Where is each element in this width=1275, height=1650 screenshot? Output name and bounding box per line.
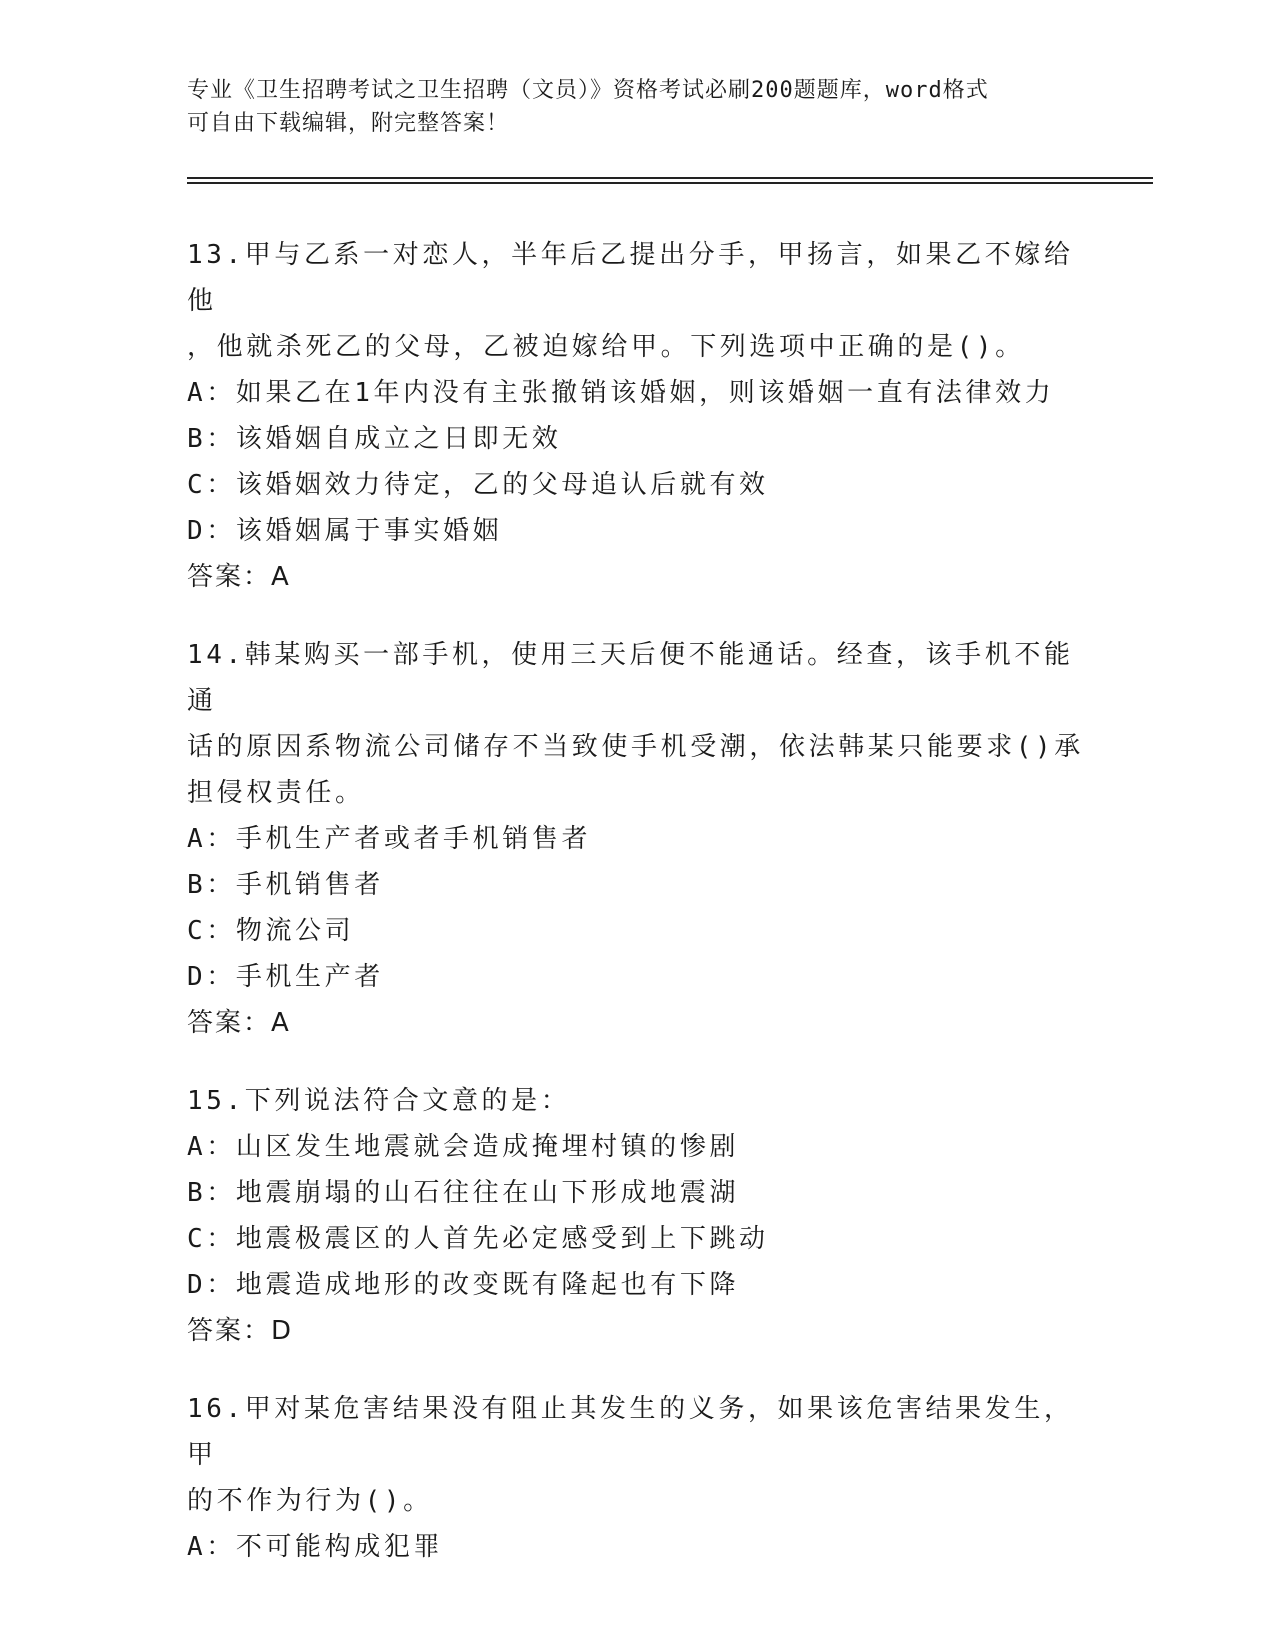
option-d: D：手机生产者 (187, 962, 384, 992)
question-13 (187, 232, 1087, 600)
question-stem-line: 13.甲与乙系一对恋人，半年后乙提出分手，甲扬言，如果乙不嫁给他 (187, 240, 1074, 316)
header-line-2: 可自由下载编辑，附完整答案！ (187, 111, 510, 136)
option-a: A：山区发生地震就会造成掩埋村镇的惨剧 (187, 1132, 740, 1162)
option-a: A：手机生产者或者手机销售者 (187, 824, 592, 854)
answer: 答案：D (187, 1316, 294, 1346)
answer: 答案：A (187, 562, 291, 592)
option-a: A：不可能构成犯罪 (187, 1532, 444, 1562)
header-line-1: 专业《卫生招聘考试之卫生招聘（文员）》资格考试必刷200题题库，word格式 (187, 78, 989, 103)
document-header (187, 74, 1067, 140)
question-list (187, 232, 1087, 1602)
question-16 (187, 1386, 1087, 1570)
option-b: B：该婚姻自成立之日即无效 (187, 424, 562, 454)
question-stem-line: 14.韩某购买一部手机，使用三天后便不能通话。经查，该手机不能通 (187, 640, 1074, 716)
option-c: C：物流公司 (187, 916, 355, 946)
question-14 (187, 632, 1087, 1046)
question-stem-line: 的不作为行为()。 (187, 1486, 433, 1516)
header-divider-top (187, 177, 1153, 179)
question-15 (187, 1078, 1087, 1354)
option-a: A：如果乙在1年内没有主张撤销该婚姻，则该婚姻一直有法律效力 (187, 378, 1055, 408)
option-c: C：该婚姻效力待定，乙的父母追认后就有效 (187, 470, 769, 500)
header-divider-bottom (187, 182, 1153, 184)
question-stem-line: 话的原因系物流公司储存不当致使手机受潮，依法韩某只能要求()承 (187, 732, 1084, 762)
option-d: D：地震造成地形的改变既有隆起也有下降 (187, 1270, 740, 1300)
question-stem-line: ，他就杀死乙的父母，乙被迫嫁给甲。下列选项中正确的是()。 (187, 332, 1025, 362)
option-c: C：地震极震区的人首先必定感受到上下跳动 (187, 1224, 769, 1254)
question-stem-line: 担侵权责任。 (187, 778, 365, 808)
option-b: B：手机销售者 (187, 870, 384, 900)
answer: 答案：A (187, 1008, 291, 1038)
option-b: B：地震崩塌的山石往往在山下形成地震湖 (187, 1178, 740, 1208)
question-stem-line: 15.下列说法符合文意的是： (187, 1086, 571, 1116)
question-stem-line: 16.甲对某危害结果没有阻止其发生的义务，如果该危害结果发生，甲 (187, 1394, 1074, 1470)
option-d: D：该婚姻属于事实婚姻 (187, 516, 503, 546)
